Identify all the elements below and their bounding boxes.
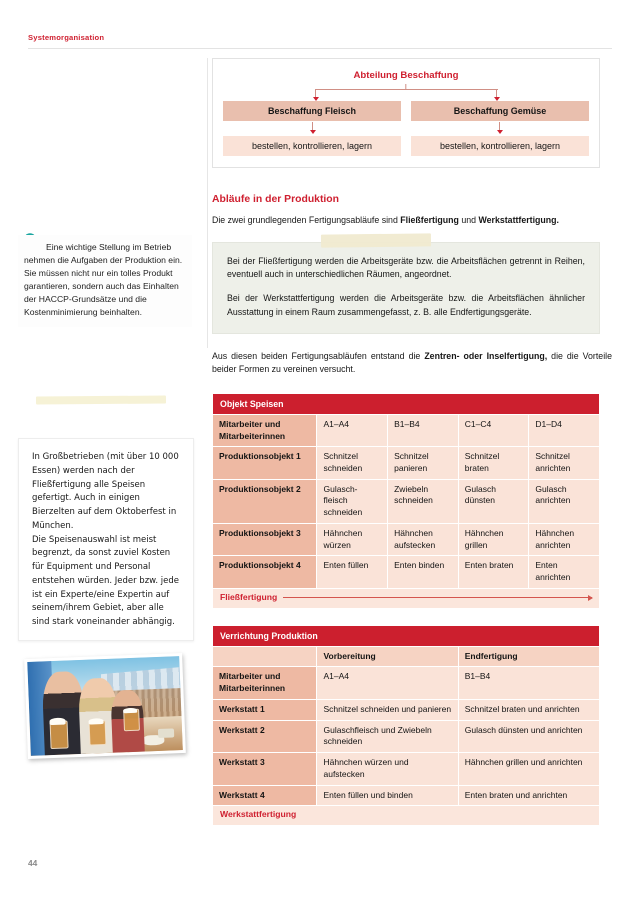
note-box	[18, 438, 194, 641]
table-cell: Enten binden	[388, 556, 459, 588]
table-cell: B1–B4	[458, 667, 599, 699]
row-head-mitarbeiter: Mitarbeiter und Mitarbeiterinnen	[213, 414, 317, 446]
column-header-blank	[213, 646, 317, 667]
table-cell: Gulasch-fleisch schneiden	[317, 479, 388, 523]
arrow-down-icon	[313, 97, 319, 101]
table-cell: Schnitzel panieren	[388, 447, 459, 479]
sidebar	[0, 58, 207, 848]
row-head-werkstatt-2: Werkstatt 2	[213, 720, 317, 752]
table-cell: Gulaschfleisch und Zwiebeln schneiden	[317, 720, 458, 752]
section-heading: Abläufe in der Produktion	[212, 194, 340, 205]
table-cell: Hähnchen anrichten	[529, 523, 600, 555]
after-definition-paragraph	[212, 350, 612, 377]
row-head-werkstatt-4: Werkstatt 4	[213, 785, 317, 806]
org-node-beschaffung-gemuese: Beschaffung Gemüse	[411, 101, 589, 121]
definition-paragraph-1: Bei der Fließfertigung werden die Arbeitsgeräte bzw. die Arbeitsflächen getrennt in Reihen, eventuell auch in unterschiedlichen Räumen, angeordnet.	[227, 255, 585, 280]
table-cell: B1–B4	[388, 414, 459, 446]
intro-bold-werkstattfertigung: Werkstattfertigung.	[478, 215, 559, 225]
definition-box	[212, 242, 600, 334]
org-diagram	[212, 58, 600, 168]
table-cell: Schnitzel schneiden und panieren	[317, 699, 458, 720]
table-row	[213, 753, 600, 785]
table-caption-row	[213, 625, 600, 646]
flow-label-text: Fließfertigung	[220, 591, 278, 602]
table-footer-row	[213, 588, 600, 608]
row-head-werkstatt-1: Werkstatt 1	[213, 699, 317, 720]
table-cell: Enten braten	[458, 556, 529, 588]
page-number: 44	[28, 858, 38, 868]
photo-card	[24, 653, 186, 759]
table-row	[213, 479, 600, 523]
tip-box	[18, 235, 192, 327]
highlighter-mark-definition	[321, 233, 431, 247]
intro-bold-fliessfertigung: Fließfertigung	[400, 215, 459, 225]
table-cell: Schnitzel anrichten	[529, 447, 600, 479]
table-cell: C1–C4	[458, 414, 529, 446]
table-cell: Hähnchen grillen und anrichten	[458, 753, 599, 785]
photo-image	[27, 656, 182, 756]
note-paragraph-2: Die Speisenauswahl ist meist begrenzt, da sonst zuviel Kosten für Equipment und Personal entstehen würden. Jeder bzw. jede ist ein Experte/eine Expertin auf seinem/ihrem Gebiet, aber alle sind stark voneinander abhängig.	[32, 534, 179, 628]
table-row	[213, 414, 600, 446]
section-intro-paragraph	[212, 214, 612, 228]
table-workshop-caption: Verrichtung Produktion	[213, 625, 600, 646]
org-level-3-row	[223, 136, 589, 156]
table-workshop-footer	[213, 806, 600, 826]
definition-paragraph-2: Bei der Werkstattfertigung werden die Arbeitsgeräte bzw. die Arbeitsflächen ähnlicher Ausstattung in einem Raum zusammengefasst, z. B. alle Endfertigungsgeräte.	[227, 293, 585, 317]
table-row	[213, 447, 600, 479]
row-head-werkstatt-3: Werkstatt 3	[213, 753, 317, 785]
table-cell: Schnitzel braten und anrichten	[458, 699, 599, 720]
org-connector-top	[223, 84, 589, 101]
note-box-body	[32, 451, 180, 630]
table-cell: Hähnchen aufstecken	[388, 523, 459, 555]
arrow-down-icon	[310, 130, 316, 134]
note-paragraph-1: In Großbetrieben (mit über 10 000 Essen) werden nach der Fließfertigung alle Speisen gefertigt. Auch in einigen Bierzelten auf dem Oktoberfest in München.	[32, 452, 179, 531]
tip-box-text: Eine wichtige Stellung im Betrieb nehmen die Aufgaben der Produktion ein. Sie müssen nicht nur ein tolles Produkt garantieren, sondern auch das Einhalten der HACCP-Grundsätze und die Kostenminimierung beinhalten.	[24, 242, 183, 318]
main-column	[212, 58, 612, 826]
table-cell: Hähnchen würzen und aufstecken	[317, 753, 458, 785]
highlighter-mark-upper	[36, 396, 166, 405]
table-row	[213, 699, 600, 720]
table-cell: Gulasch anrichten	[529, 479, 600, 523]
running-head: Systemorganisation	[28, 33, 105, 42]
after-def-bold: Zentren- oder Inselfertigung,	[424, 350, 548, 361]
column-header-vorbereitung: Vorbereitung	[317, 646, 458, 667]
table-row	[213, 556, 600, 588]
table-cell: Hähnchen würzen	[317, 523, 388, 555]
table-cell: Gulasch dünsten und anrichten	[458, 720, 599, 752]
after-def-after: die die Vorteile beider Formen zu vereinen versucht.	[212, 350, 612, 375]
row-head-produktionsobjekt-4: Produktionsobjekt 4	[213, 556, 317, 588]
arrow-down-icon	[497, 130, 503, 134]
column-header-endfertigung: Endfertigung	[458, 646, 599, 667]
org-diagram-title: Abteilung Beschaffung	[353, 70, 459, 81]
org-level-2-row	[223, 101, 589, 121]
table-cell: Hähnchen grillen	[458, 523, 529, 555]
table-caption-row	[213, 393, 600, 414]
row-head-produktionsobjekt-2: Produktionsobjekt 2	[213, 479, 317, 523]
table-row	[213, 720, 600, 752]
table-column-header-row	[213, 646, 600, 667]
org-node-tasks-gemuese: bestellen, kontrollieren, lagern	[411, 136, 589, 156]
row-head-produktionsobjekt-3: Produktionsobjekt 3	[213, 523, 317, 555]
table-cell: Schnitzel braten	[458, 447, 529, 479]
table-cell: A1–A4	[317, 414, 388, 446]
org-node-beschaffung-fleisch: Beschaffung Fleisch	[223, 101, 401, 121]
table-flow-caption: Objekt Speisen	[213, 393, 600, 414]
table-footer-row	[213, 806, 600, 826]
org-node-tasks-fleisch: bestellen, kontrollieren, lagern	[223, 136, 401, 156]
row-head-mitarbeiter: Mitarbeiter und Mitarbeiterinnen	[213, 667, 317, 699]
row-head-produktionsobjekt-1: Produktionsobjekt 1	[213, 447, 317, 479]
after-def-before: Aus diesen beiden Fertigungsabläufen entstand die	[212, 350, 425, 361]
intro-text-before: Die zwei grundlegenden Fertigungsabläufe sind	[212, 215, 401, 225]
table-cell: Enten füllen	[317, 556, 388, 588]
running-head-rule	[28, 48, 612, 49]
oktoberfest-photo	[18, 650, 194, 762]
org-connector-bottom	[223, 121, 589, 136]
arrow-down-icon	[494, 97, 500, 101]
table-cell: Schnitzel schneiden	[317, 447, 388, 479]
table-row	[213, 523, 600, 555]
table-row	[213, 667, 600, 699]
table-workshop-production	[212, 625, 600, 826]
intro-text-middle: und	[458, 215, 479, 225]
table-cell: Enten füllen und binden	[317, 785, 458, 806]
column-divider	[207, 58, 208, 348]
table-cell: Enten braten und anrichten	[458, 785, 599, 806]
workshop-label-text: Werkstattfertigung	[220, 809, 297, 820]
table-flow-production	[212, 393, 600, 609]
table-cell: Zwiebeln schneiden	[388, 479, 459, 523]
table-row	[213, 785, 600, 806]
table-cell: Gulasch dünsten	[458, 479, 529, 523]
table-flow-footer	[213, 588, 600, 608]
table-cell: Enten anrichten	[529, 556, 600, 588]
flow-arrow-right-icon	[283, 597, 592, 598]
table-cell: A1–A4	[317, 667, 458, 699]
table-cell: D1–D4	[529, 414, 600, 446]
